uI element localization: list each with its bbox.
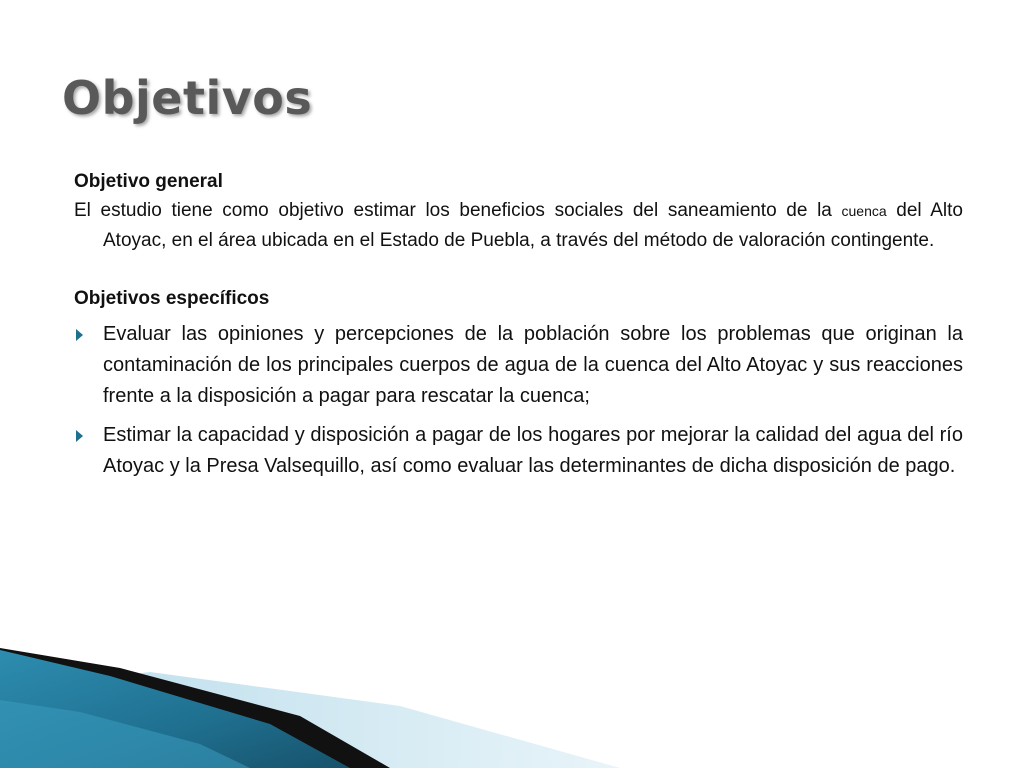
slide-title: Objetivos bbox=[62, 71, 313, 125]
general-objective-text-start: El estudio tiene como objetivo estimar los beneficios sociales del saneamiento de la bbox=[74, 200, 842, 221]
triangle-bullet-icon bbox=[76, 329, 83, 341]
section-spacer bbox=[74, 255, 963, 285]
list-item bbox=[74, 319, 963, 412]
specific-objectives-heading: Objetivos específicos bbox=[74, 288, 270, 309]
general-objective-text bbox=[74, 196, 963, 255]
general-objective-text-small: cuenca bbox=[841, 203, 887, 219]
slide-content bbox=[74, 168, 963, 490]
general-objective-heading: Objetivo general bbox=[74, 171, 223, 192]
list-item bbox=[74, 420, 963, 482]
specific-objectives-list bbox=[74, 319, 963, 482]
triangle-bullet-icon bbox=[76, 430, 83, 442]
list-item-text: Evaluar las opiniones y percepciones de la población sobre los problemas que originan la contaminación de los principales cuerpos de agua de la cuenca del Alto Atoyac y sus reacciones frente a la disposición a pagar para rescatar la cuenca; bbox=[103, 323, 963, 407]
list-item-text: Estimar la capacidad y disposición a pagar de los hogares por mejorar la calidad del agua del río Atoyac y la Presa Valsequillo, así como evaluar las determinantes de dicha disposición de pago. bbox=[103, 424, 963, 477]
general-objective-text-end: del Alto Atoyac, en el área ubicada en el Estado de Puebla, a través del método de valoración contingente. bbox=[103, 200, 963, 251]
